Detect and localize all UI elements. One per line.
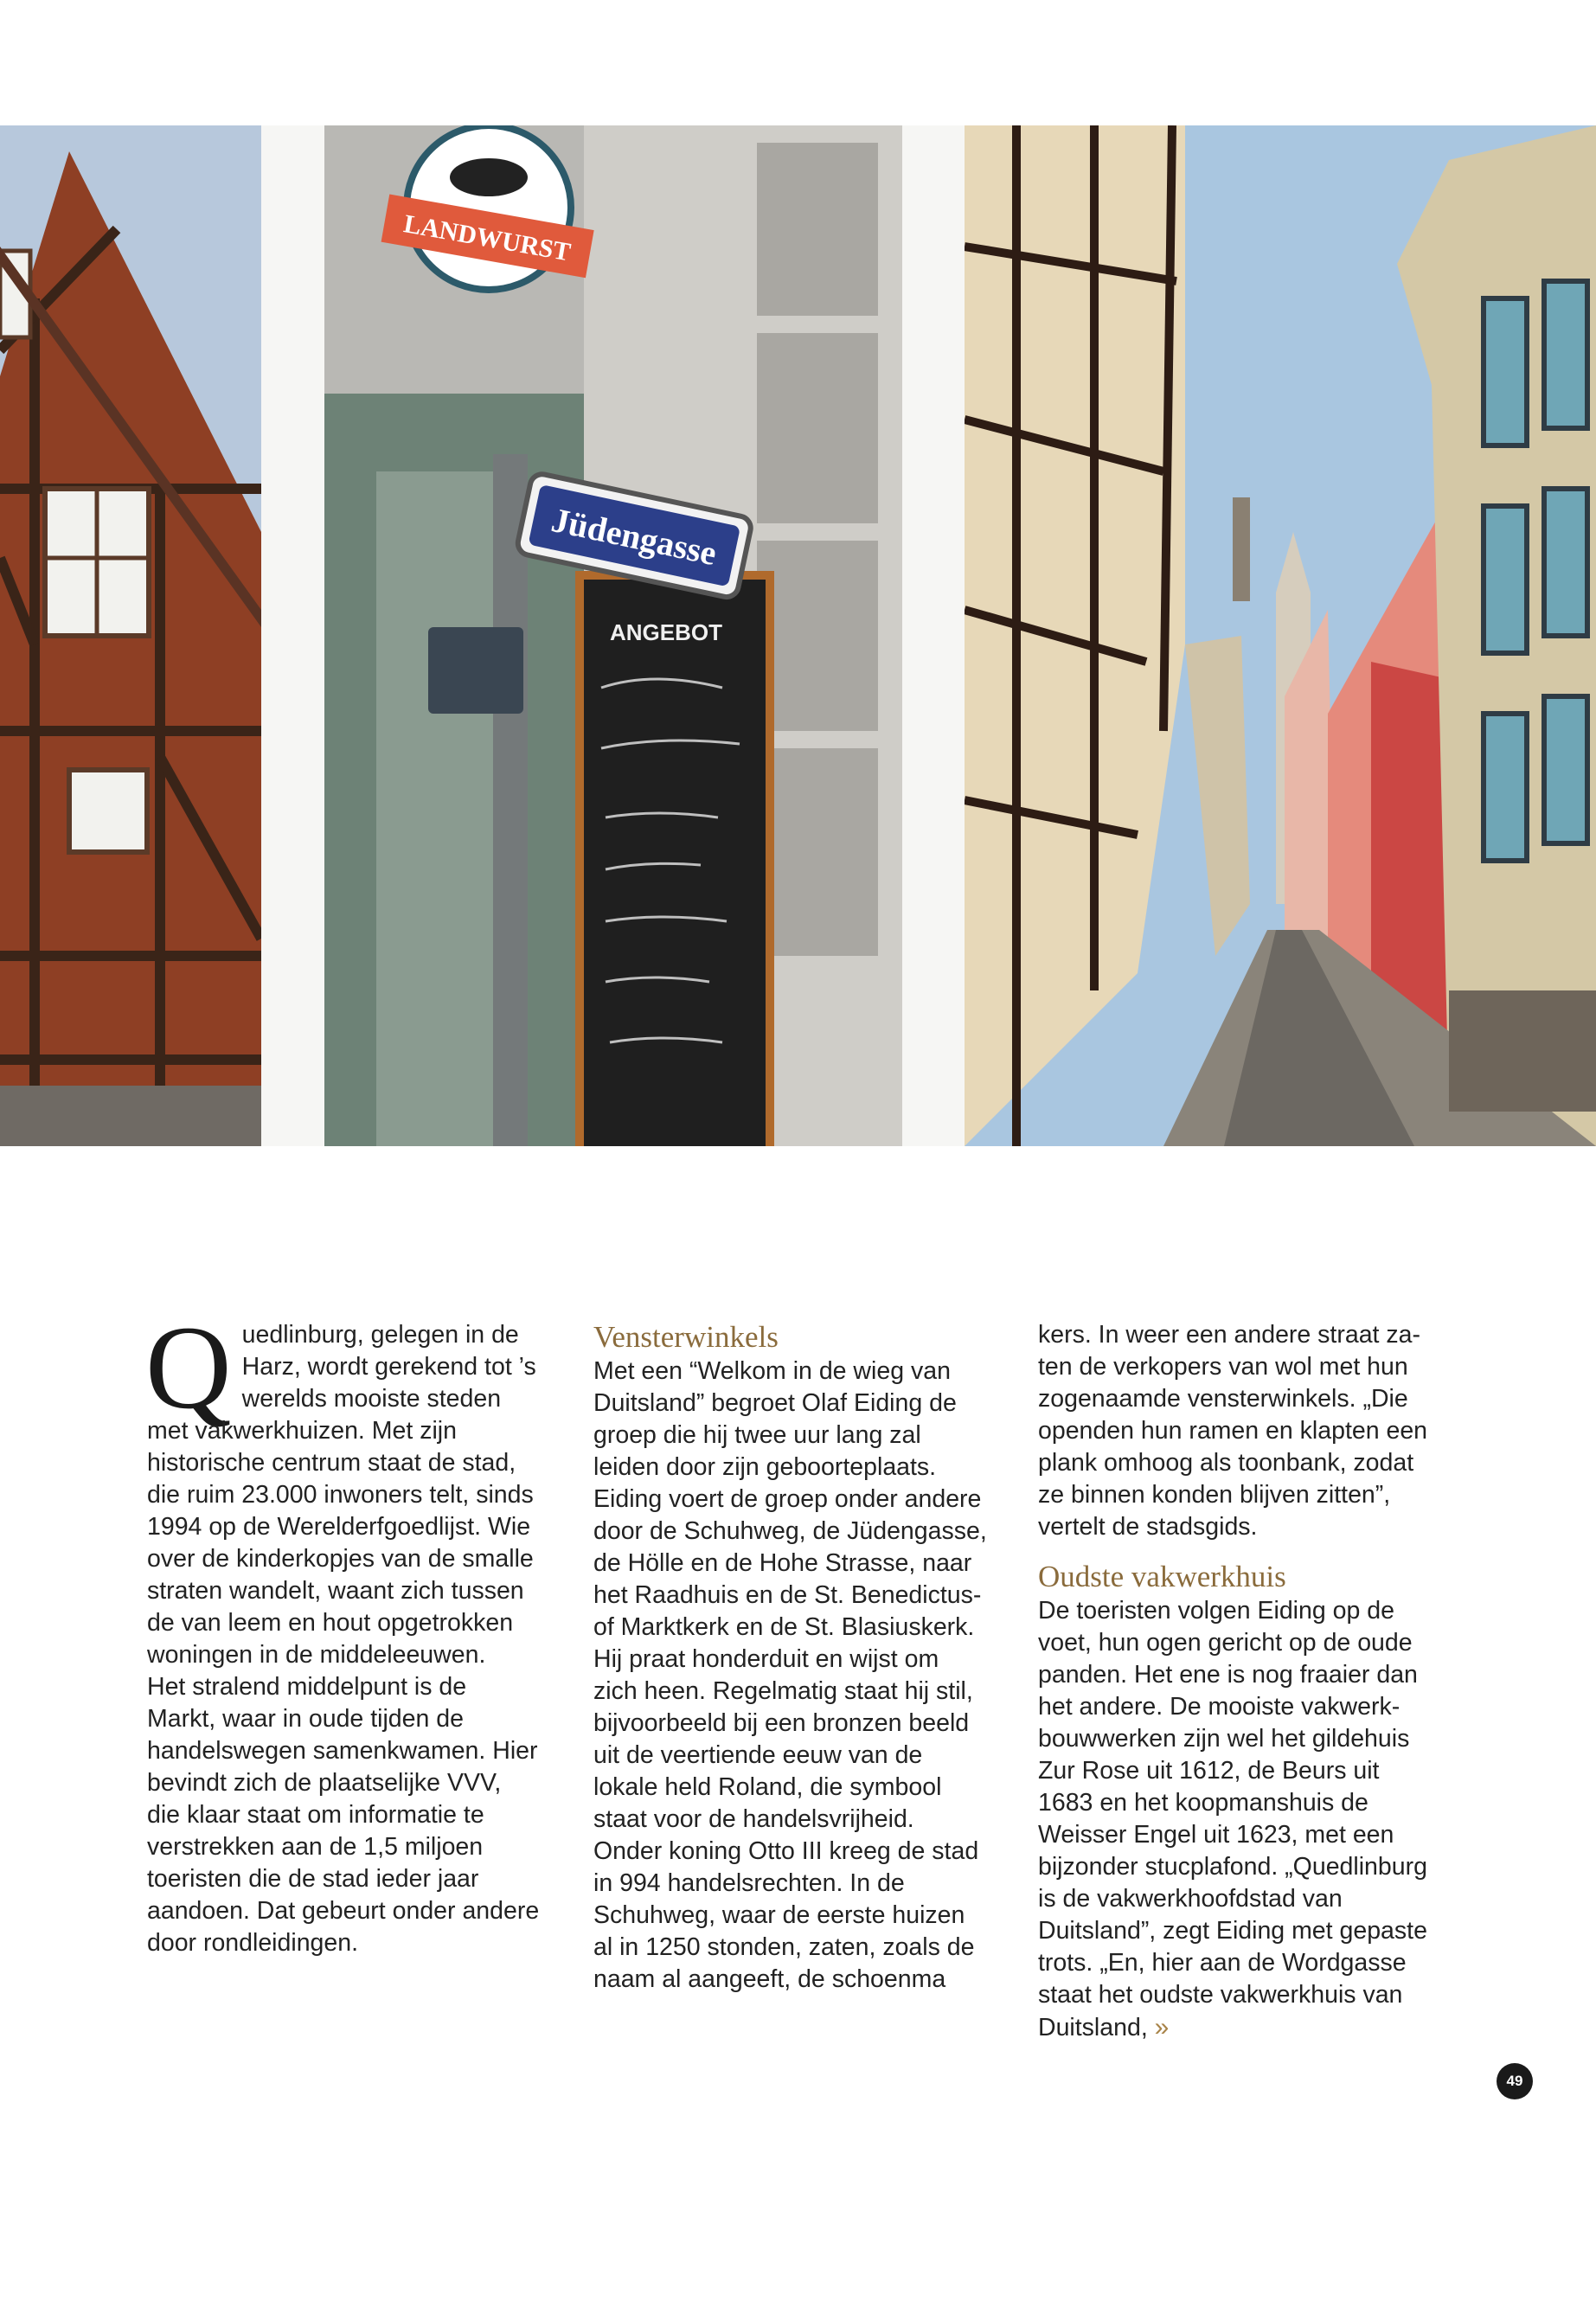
- drop-cap: Q: [145, 1301, 232, 1433]
- paragraph-vensterwinkels-cont: kers. In weer een andere straat zaten de verkopers van wol met hun zogenaamde vensterwinkels. „Die openden hun ramen en klapten een plank omhoog als toonbank, zodat ze binnen konden blijven zitten”, vertelt de stadsgids.: [1038, 1321, 1428, 1541]
- paragraph-oudste-text: De toeristen volgen Eiding op de voet, hun ogen gericht op de oude panden. Het ene is nog fraaier dan het andere. De mooiste vakwerkbouwwerken zijn wel het gildehuis Zur Rose uit 1612, de Beurs uit 1683 en het koopmanshuis de Weisser Engel uit 1623, met een bijzonder stucplafond. „Quedlinburg is de vakwerkhoofdstad van Duitsland”, zegt Eiding met gepaste trots. „En, hier aan de Wordgasse staat het oudste vakwerkhuis van Duitsland,: [1038, 1597, 1427, 2041]
- continue-arrow-icon: »: [1154, 2013, 1170, 2041]
- article-column-1: [145, 1301, 541, 1959]
- heading-oudste-vakwerkhuis: Oudste vakwerkhuis: [1038, 1560, 1286, 1593]
- intro-paragraph: [145, 1301, 541, 1671]
- photo-half-timbered-house: [0, 125, 261, 1146]
- intro-text: uedlinburg, gelegen in de Harz, wordt gerekend tot ’s werelds mooiste steden met vakwerkhuizen. Met zijn historische centrum staat de stad, die ruim 23.000 inwoners telt, sinds 1994 op de Werelderfgoedlijst. Wie over de kinderkopjes van de smalle straten wandelt, waant zich tussen de van leem en hout opgetrokken woningen in de middeleeuwen.: [147, 1321, 536, 1669]
- chalkboard-header: ANGEBOT: [610, 619, 722, 645]
- article-column-2: [593, 1319, 987, 1996]
- paragraph-welkom: Met een “Welkom in de wieg van Duitsland” begroet Olaf Eiding de groep die hij twee uur lang zal leiden door zijn geboorteplaats. Eiding voert de groep onder andere door de Schuhweg, de Jüdengasse, de Hölle en de Hohe Strasse, naar het Raadhuis en de St. Benedictus- of Marktkerk en de St. Blasiuskerk. Hij praat honderduit en wijst om zich heen. Regelmatig staat hij stil, bijvoorbeeld bij een bronzen beeld uit de veertiende eeuw van de lokale held Roland, die symbool staat voor de handelsvrijheid. Onder koning Otto III kreeg de stad in 994 handelsrechten. In de Schuhweg, waar de eerste huizen al in 1250 stonden, zaten, zoals de naam al aangeeft, de schoenma: [593, 1357, 987, 1993]
- street-sign-text: Jüdengasse: [548, 500, 721, 574]
- landwurst-sign-text: LANDWURST: [401, 209, 574, 267]
- heading-vensterwinkels: Vensterwinkels: [593, 1320, 779, 1354]
- page-number: 49: [1497, 2063, 1533, 2099]
- paragraph-oudste: [1038, 1595, 1432, 2044]
- paragraph-markt: Het stralend middelpunt is de Markt, waar in oude tijden de handelswegen samenkwamen. Hier bevindt zich de plaatselijke VVV, die klaar staat om informatie te verstrekken aan de 1,5 miljoen toeristen die de stad ieder jaar aandoen. Dat gebeurt onder andere door rondleidingen.: [147, 1673, 540, 1957]
- article-column-3: [1038, 1319, 1432, 2044]
- photo-cobblestone-street: [965, 125, 1596, 1146]
- photo-juedengasse-sign: [324, 125, 902, 1146]
